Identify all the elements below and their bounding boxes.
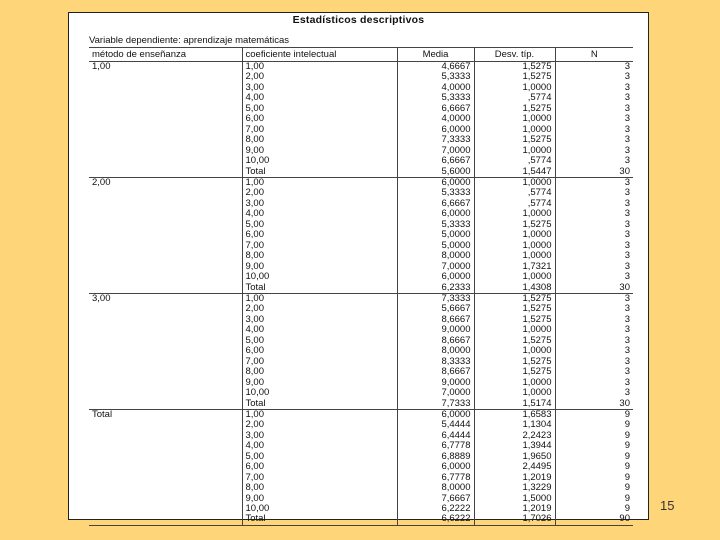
media-cell: 5,0000 bbox=[397, 230, 474, 240]
coeficiente-cell: 8,00 bbox=[242, 251, 397, 261]
media-cell: 5,6000 bbox=[397, 167, 474, 178]
table-row bbox=[89, 378, 633, 388]
coeficiente-cell: 2,00 bbox=[242, 72, 397, 82]
media-cell: 6,0000 bbox=[397, 409, 474, 420]
coeficiente-cell: 4,00 bbox=[242, 93, 397, 103]
desv-cell: 1,1304 bbox=[474, 420, 555, 430]
dependent-variable-label: Variable dependiente: aprendizaje matemáticas bbox=[89, 35, 289, 46]
desv-cell: 2,2423 bbox=[474, 431, 555, 441]
desv-cell: 1,5275 bbox=[474, 315, 555, 325]
group-label bbox=[89, 504, 242, 514]
group-label bbox=[89, 93, 242, 103]
table-row bbox=[89, 114, 633, 124]
n-cell: 3 bbox=[555, 72, 633, 82]
media-cell: 4,0000 bbox=[397, 114, 474, 124]
n-cell: 30 bbox=[555, 399, 633, 410]
desv-cell: 1,0000 bbox=[474, 209, 555, 219]
n-cell: 3 bbox=[555, 336, 633, 346]
desv-cell: 1,5275 bbox=[474, 220, 555, 230]
group-label bbox=[89, 473, 242, 483]
group-label bbox=[89, 167, 242, 178]
coeficiente-cell: 9,00 bbox=[242, 262, 397, 272]
n-cell: 3 bbox=[555, 93, 633, 103]
desv-cell: 1,6583 bbox=[474, 409, 555, 420]
coeficiente-cell: 4,00 bbox=[242, 325, 397, 335]
desv-cell: 1,0000 bbox=[474, 177, 555, 188]
n-cell: 3 bbox=[555, 293, 633, 304]
desv-cell: 1,0000 bbox=[474, 114, 555, 124]
desv-cell: 1,0000 bbox=[474, 230, 555, 240]
group-label bbox=[89, 72, 242, 82]
coeficiente-cell: 8,00 bbox=[242, 135, 397, 145]
media-cell: 6,6667 bbox=[397, 199, 474, 209]
table-row bbox=[89, 325, 633, 335]
media-cell: 4,6667 bbox=[397, 62, 474, 73]
n-cell: 3 bbox=[555, 378, 633, 388]
table-row bbox=[89, 293, 633, 304]
table-body bbox=[89, 62, 633, 526]
group-label bbox=[89, 315, 242, 325]
desv-cell: ,5774 bbox=[474, 188, 555, 198]
table-row bbox=[89, 156, 633, 166]
coeficiente-cell: 1,00 bbox=[242, 409, 397, 420]
desv-cell: 1,5275 bbox=[474, 367, 555, 377]
coeficiente-cell: 7,00 bbox=[242, 473, 397, 483]
desv-cell: 1,5275 bbox=[474, 336, 555, 346]
media-cell: 6,6667 bbox=[397, 104, 474, 114]
n-cell: 9 bbox=[555, 441, 633, 451]
coeficiente-cell: 3,00 bbox=[242, 83, 397, 93]
n-cell: 3 bbox=[555, 367, 633, 377]
n-cell: 3 bbox=[555, 251, 633, 261]
n-cell: 3 bbox=[555, 125, 633, 135]
desv-cell: 1,3944 bbox=[474, 441, 555, 451]
coeficiente-cell: 10,00 bbox=[242, 388, 397, 398]
group-label: 3,00 bbox=[89, 293, 242, 304]
desv-cell: 1,7321 bbox=[474, 262, 555, 272]
table-row bbox=[89, 230, 633, 240]
n-cell: 9 bbox=[555, 452, 633, 462]
group-label bbox=[89, 251, 242, 261]
coeficiente-cell: 9,00 bbox=[242, 378, 397, 388]
n-cell: 3 bbox=[555, 272, 633, 282]
media-cell: 6,4444 bbox=[397, 431, 474, 441]
media-cell: 8,6667 bbox=[397, 315, 474, 325]
table-row bbox=[89, 514, 633, 525]
group-label bbox=[89, 388, 242, 398]
media-cell: 6,7778 bbox=[397, 441, 474, 451]
media-cell: 5,3333 bbox=[397, 93, 474, 103]
table-row bbox=[89, 220, 633, 230]
group-label bbox=[89, 209, 242, 219]
n-cell: 3 bbox=[555, 241, 633, 251]
header-row bbox=[89, 48, 633, 62]
group-label: 2,00 bbox=[89, 177, 242, 188]
coeficiente-cell: 7,00 bbox=[242, 241, 397, 251]
table-row bbox=[89, 188, 633, 198]
coeficiente-cell: Total bbox=[242, 514, 397, 525]
n-cell: 3 bbox=[555, 388, 633, 398]
header-metodo: método de enseñanza bbox=[89, 48, 242, 62]
group-label bbox=[89, 304, 242, 314]
group-label bbox=[89, 104, 242, 114]
n-cell: 9 bbox=[555, 420, 633, 430]
group-label bbox=[89, 83, 242, 93]
n-cell: 3 bbox=[555, 220, 633, 230]
table-row bbox=[89, 504, 633, 514]
media-cell: 5,4444 bbox=[397, 420, 474, 430]
table-row bbox=[89, 167, 633, 178]
media-cell: 5,3333 bbox=[397, 220, 474, 230]
desv-cell: 1,0000 bbox=[474, 83, 555, 93]
n-cell: 3 bbox=[555, 346, 633, 356]
group-label bbox=[89, 272, 242, 282]
coeficiente-cell: 2,00 bbox=[242, 304, 397, 314]
group-label bbox=[89, 114, 242, 124]
group-label bbox=[89, 357, 242, 367]
desv-cell: 1,0000 bbox=[474, 241, 555, 251]
group-label bbox=[89, 399, 242, 410]
table-row bbox=[89, 388, 633, 398]
coeficiente-cell: 3,00 bbox=[242, 315, 397, 325]
group-label bbox=[89, 156, 242, 166]
media-cell: 6,8889 bbox=[397, 452, 474, 462]
desv-cell: 1,5275 bbox=[474, 293, 555, 304]
table-row bbox=[89, 104, 633, 114]
media-cell: 5,0000 bbox=[397, 241, 474, 251]
n-cell: 90 bbox=[555, 514, 633, 525]
n-cell: 3 bbox=[555, 230, 633, 240]
table-row bbox=[89, 409, 633, 420]
desv-cell: 1,0000 bbox=[474, 125, 555, 135]
coeficiente-cell: 5,00 bbox=[242, 452, 397, 462]
group-label bbox=[89, 514, 242, 525]
header-coeficiente: coeficiente intelectual bbox=[242, 48, 397, 62]
header-media: Media bbox=[397, 48, 474, 62]
table-row bbox=[89, 209, 633, 219]
coeficiente-cell: 5,00 bbox=[242, 220, 397, 230]
coeficiente-cell: 7,00 bbox=[242, 125, 397, 135]
group-label bbox=[89, 346, 242, 356]
group-label bbox=[89, 431, 242, 441]
table-row bbox=[89, 241, 633, 251]
header-desv: Desv. típ. bbox=[474, 48, 555, 62]
desv-cell: ,5774 bbox=[474, 93, 555, 103]
desv-cell: 1,5275 bbox=[474, 62, 555, 73]
media-cell: 7,0000 bbox=[397, 262, 474, 272]
group-label bbox=[89, 230, 242, 240]
table-row bbox=[89, 346, 633, 356]
table-row bbox=[89, 283, 633, 294]
coeficiente-cell: 2,00 bbox=[242, 420, 397, 430]
group-label bbox=[89, 125, 242, 135]
desv-cell: 1,2019 bbox=[474, 504, 555, 514]
table-row bbox=[89, 146, 633, 156]
n-cell: 3 bbox=[555, 188, 633, 198]
n-cell: 3 bbox=[555, 199, 633, 209]
media-cell: 7,7333 bbox=[397, 399, 474, 410]
media-cell: 6,0000 bbox=[397, 462, 474, 472]
coeficiente-cell: 7,00 bbox=[242, 357, 397, 367]
n-cell: 9 bbox=[555, 504, 633, 514]
table-row bbox=[89, 367, 633, 377]
coeficiente-cell: 5,00 bbox=[242, 104, 397, 114]
table-row bbox=[89, 72, 633, 82]
coeficiente-cell: 6,00 bbox=[242, 462, 397, 472]
media-cell: 7,3333 bbox=[397, 135, 474, 145]
desv-cell: 1,0000 bbox=[474, 146, 555, 156]
table-row bbox=[89, 125, 633, 135]
group-label bbox=[89, 199, 242, 209]
coeficiente-cell: 2,00 bbox=[242, 188, 397, 198]
n-cell: 3 bbox=[555, 304, 633, 314]
group-label bbox=[89, 494, 242, 504]
n-cell: 3 bbox=[555, 209, 633, 219]
n-cell: 3 bbox=[555, 156, 633, 166]
coeficiente-cell: Total bbox=[242, 167, 397, 178]
media-cell: 6,0000 bbox=[397, 125, 474, 135]
group-label bbox=[89, 452, 242, 462]
page-number: 15 bbox=[660, 498, 675, 513]
table-row bbox=[89, 473, 633, 483]
n-cell: 3 bbox=[555, 135, 633, 145]
desv-cell: 1,5275 bbox=[474, 72, 555, 82]
desv-cell: 2,4495 bbox=[474, 462, 555, 472]
coeficiente-cell: 6,00 bbox=[242, 114, 397, 124]
coeficiente-cell: 10,00 bbox=[242, 272, 397, 282]
media-cell: 7,6667 bbox=[397, 494, 474, 504]
desv-cell: 1,0000 bbox=[474, 346, 555, 356]
group-label bbox=[89, 146, 242, 156]
media-cell: 6,0000 bbox=[397, 209, 474, 219]
desv-cell: 1,7026 bbox=[474, 514, 555, 525]
group-label bbox=[89, 441, 242, 451]
media-cell: 5,6667 bbox=[397, 304, 474, 314]
coeficiente-cell: 3,00 bbox=[242, 199, 397, 209]
coeficiente-cell: 9,00 bbox=[242, 146, 397, 156]
table-row bbox=[89, 494, 633, 504]
desv-cell: 1,0000 bbox=[474, 378, 555, 388]
n-cell: 3 bbox=[555, 325, 633, 335]
n-cell: 3 bbox=[555, 357, 633, 367]
coeficiente-cell: Total bbox=[242, 399, 397, 410]
desv-cell: ,5774 bbox=[474, 199, 555, 209]
desv-cell: 1,5275 bbox=[474, 104, 555, 114]
group-label bbox=[89, 483, 242, 493]
group-label: Total bbox=[89, 409, 242, 420]
media-cell: 6,6222 bbox=[397, 514, 474, 525]
n-cell: 30 bbox=[555, 283, 633, 294]
coeficiente-cell: 6,00 bbox=[242, 230, 397, 240]
group-label bbox=[89, 367, 242, 377]
desv-cell: 1,5275 bbox=[474, 357, 555, 367]
media-cell: 7,3333 bbox=[397, 293, 474, 304]
desv-cell: 1,5174 bbox=[474, 399, 555, 410]
media-cell: 6,0000 bbox=[397, 177, 474, 188]
table-row bbox=[89, 272, 633, 282]
table-row bbox=[89, 399, 633, 410]
n-cell: 3 bbox=[555, 315, 633, 325]
table-row bbox=[89, 462, 633, 472]
coeficiente-cell: Total bbox=[242, 283, 397, 294]
group-label bbox=[89, 420, 242, 430]
coeficiente-cell: 10,00 bbox=[242, 504, 397, 514]
media-cell: 7,0000 bbox=[397, 146, 474, 156]
group-label bbox=[89, 262, 242, 272]
table-row bbox=[89, 135, 633, 145]
coeficiente-cell: 1,00 bbox=[242, 293, 397, 304]
table-row bbox=[89, 483, 633, 493]
coeficiente-cell: 8,00 bbox=[242, 483, 397, 493]
n-cell: 3 bbox=[555, 177, 633, 188]
table-row bbox=[89, 93, 633, 103]
media-cell: 4,0000 bbox=[397, 83, 474, 93]
table-row bbox=[89, 431, 633, 441]
n-cell: 3 bbox=[555, 104, 633, 114]
n-cell: 9 bbox=[555, 462, 633, 472]
media-cell: 8,6667 bbox=[397, 336, 474, 346]
group-label bbox=[89, 188, 242, 198]
media-cell: 6,2333 bbox=[397, 283, 474, 294]
n-cell: 3 bbox=[555, 62, 633, 73]
desv-cell: 1,0000 bbox=[474, 388, 555, 398]
n-cell: 9 bbox=[555, 494, 633, 504]
coeficiente-cell: 10,00 bbox=[242, 156, 397, 166]
group-label bbox=[89, 220, 242, 230]
media-cell: 8,6667 bbox=[397, 367, 474, 377]
group-label bbox=[89, 241, 242, 251]
table-row bbox=[89, 251, 633, 261]
coeficiente-cell: 6,00 bbox=[242, 346, 397, 356]
desv-cell: 1,2019 bbox=[474, 473, 555, 483]
n-cell: 3 bbox=[555, 83, 633, 93]
media-cell: 8,0000 bbox=[397, 346, 474, 356]
desv-cell: 1,9650 bbox=[474, 452, 555, 462]
table-row bbox=[89, 420, 633, 430]
n-cell: 3 bbox=[555, 146, 633, 156]
group-label bbox=[89, 462, 242, 472]
coeficiente-cell: 5,00 bbox=[242, 336, 397, 346]
group-label bbox=[89, 378, 242, 388]
media-cell: 9,0000 bbox=[397, 325, 474, 335]
header-n: N bbox=[555, 48, 633, 62]
table-row bbox=[89, 304, 633, 314]
media-cell: 6,0000 bbox=[397, 272, 474, 282]
desv-cell: 1,4308 bbox=[474, 283, 555, 294]
desv-cell: ,5774 bbox=[474, 156, 555, 166]
coeficiente-cell: 1,00 bbox=[242, 62, 397, 73]
table-row bbox=[89, 452, 633, 462]
table-row bbox=[89, 315, 633, 325]
coeficiente-cell: 9,00 bbox=[242, 494, 397, 504]
media-cell: 8,0000 bbox=[397, 251, 474, 261]
coeficiente-cell: 4,00 bbox=[242, 209, 397, 219]
group-label bbox=[89, 135, 242, 145]
group-label bbox=[89, 283, 242, 294]
n-cell: 3 bbox=[555, 262, 633, 272]
coeficiente-cell: 4,00 bbox=[242, 441, 397, 451]
n-cell: 9 bbox=[555, 483, 633, 493]
coeficiente-cell: 1,00 bbox=[242, 177, 397, 188]
n-cell: 9 bbox=[555, 409, 633, 420]
table-title: Estadísticos descriptivos bbox=[292, 14, 425, 26]
desv-cell: 1,5000 bbox=[474, 494, 555, 504]
table-row bbox=[89, 177, 633, 188]
desv-cell: 1,5447 bbox=[474, 167, 555, 178]
table-row bbox=[89, 262, 633, 272]
media-cell: 8,0000 bbox=[397, 483, 474, 493]
table-row bbox=[89, 199, 633, 209]
n-cell: 9 bbox=[555, 473, 633, 483]
media-cell: 5,3333 bbox=[397, 188, 474, 198]
n-cell: 3 bbox=[555, 114, 633, 124]
media-cell: 7,0000 bbox=[397, 388, 474, 398]
desv-cell: 1,5275 bbox=[474, 135, 555, 145]
desv-cell: 1,0000 bbox=[474, 251, 555, 261]
stats-table-image bbox=[68, 12, 649, 525]
n-cell: 9 bbox=[555, 431, 633, 441]
media-cell: 6,6667 bbox=[397, 156, 474, 166]
media-cell: 5,3333 bbox=[397, 72, 474, 82]
desv-cell: 1,0000 bbox=[474, 325, 555, 335]
group-label bbox=[89, 325, 242, 335]
coeficiente-cell: 3,00 bbox=[242, 431, 397, 441]
n-cell: 30 bbox=[555, 167, 633, 178]
desv-cell: 1,3229 bbox=[474, 483, 555, 493]
descriptive-stats-table bbox=[89, 47, 633, 526]
table-row bbox=[89, 83, 633, 93]
table-row bbox=[89, 357, 633, 367]
desv-cell: 1,0000 bbox=[474, 272, 555, 282]
table-row bbox=[89, 336, 633, 346]
media-cell: 8,3333 bbox=[397, 357, 474, 367]
group-label bbox=[89, 336, 242, 346]
media-cell: 6,7778 bbox=[397, 473, 474, 483]
table-row bbox=[89, 62, 633, 73]
coeficiente-cell: 8,00 bbox=[242, 367, 397, 377]
media-cell: 9,0000 bbox=[397, 378, 474, 388]
media-cell: 6,2222 bbox=[397, 504, 474, 514]
table-row bbox=[89, 441, 633, 451]
group-label: 1,00 bbox=[89, 62, 242, 73]
desv-cell: 1,5275 bbox=[474, 304, 555, 314]
